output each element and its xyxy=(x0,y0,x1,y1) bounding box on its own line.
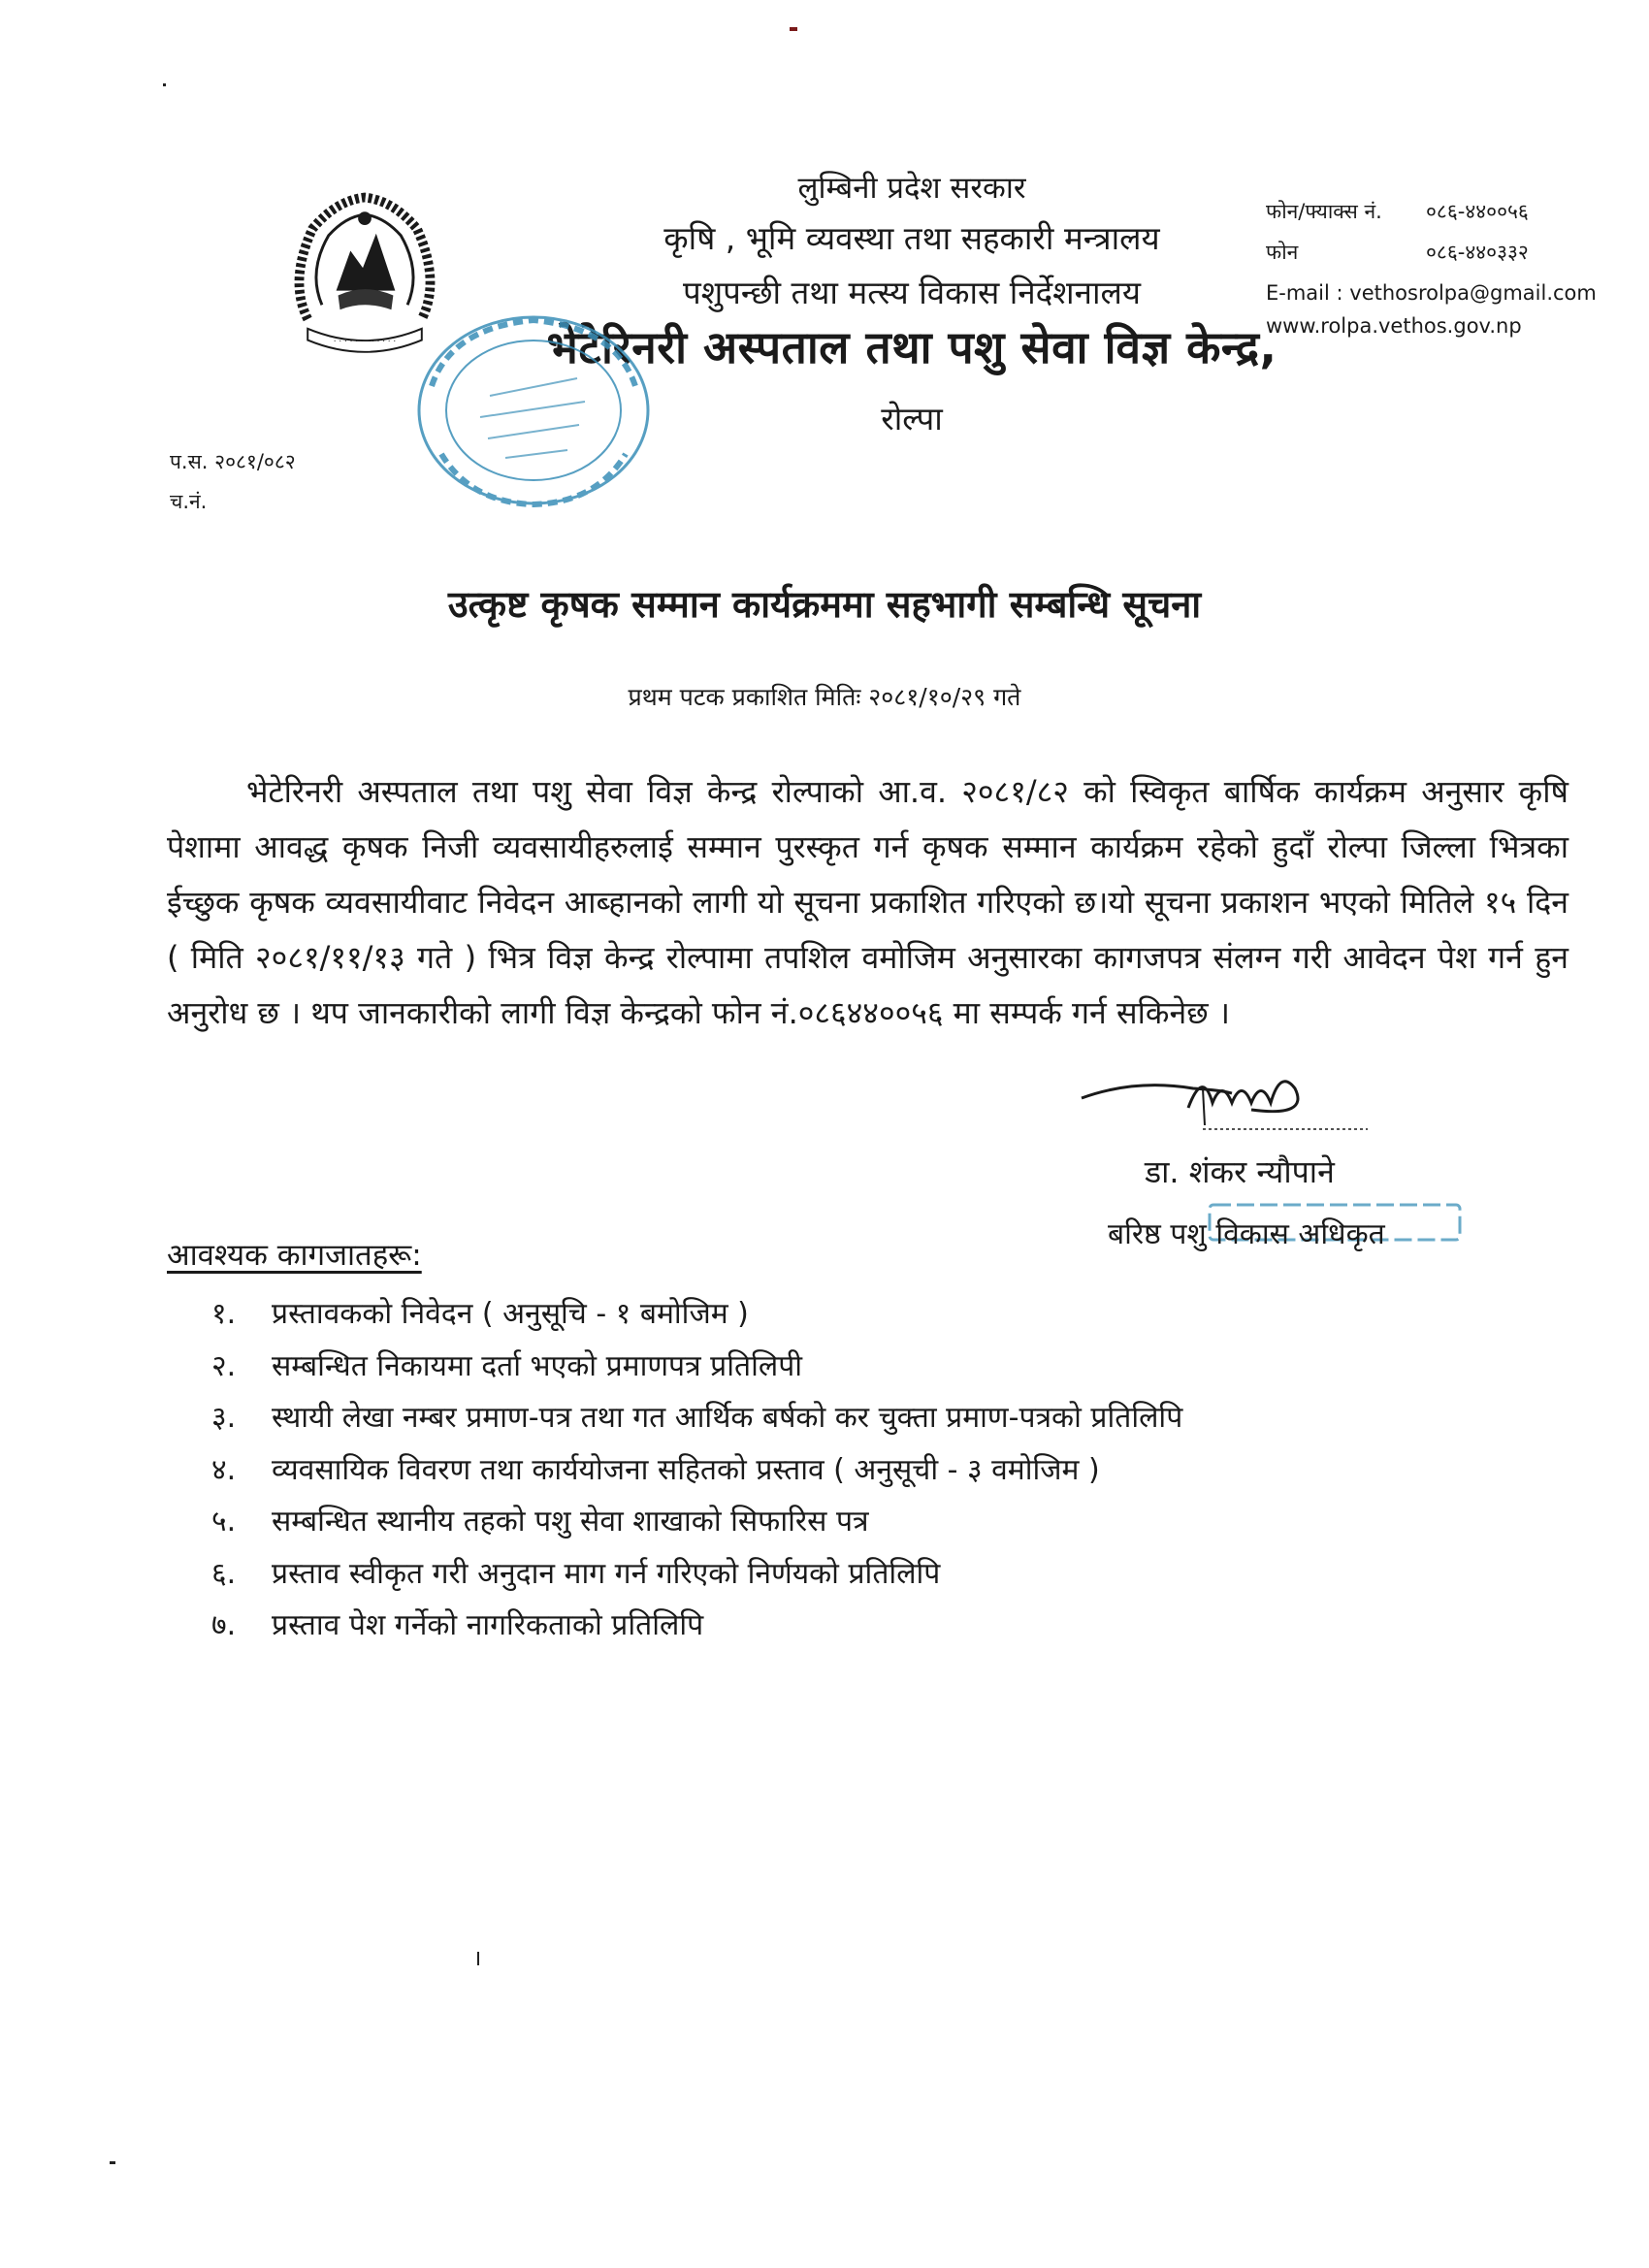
svg-text:· · · · · · · · · · · ·: · · · · · · · · · · · · xyxy=(333,337,397,347)
item-number: ७. xyxy=(211,1608,237,1642)
fax-label: फोन/फ्याक्स नं. xyxy=(1266,200,1382,223)
item-text: प्रस्ताव स्वीकृत गरी अनुदान माग गर्न गरिएको निर्णयको प्रतिलिपि xyxy=(272,1556,941,1591)
item-number: २. xyxy=(211,1348,237,1383)
list-item xyxy=(211,1288,1182,1341)
item-text: स्थायी लेखा नम्बर प्रमाण-पत्र तथा गत आर्थिक बर्षको कर चुक्ता प्रमाण-पत्रको प्रतिलिपि xyxy=(272,1401,1183,1435)
list-item xyxy=(211,1600,1182,1652)
fax-row xyxy=(1266,198,1529,225)
item-text: सम्बन्धित निकायमा दर्ता भएको प्रमाणपत्र प्रतिलिपी xyxy=(272,1348,803,1383)
item-number: ६. xyxy=(211,1556,237,1591)
letter-reference-number: प.स. २०८१/०८२ xyxy=(170,450,296,473)
government-name: लुम्बिनी प्रदेश सरकार xyxy=(797,171,1026,206)
item-text: व्यवसायिक विवरण तथा कार्ययोजना सहितको प्रस्ताव ( अनुसूची - ३ वमोजिम ) xyxy=(272,1452,1100,1487)
list-item xyxy=(211,1496,1182,1548)
item-number: १. xyxy=(211,1297,237,1331)
documents-list xyxy=(211,1288,1182,1652)
item-text: सम्बन्धित स्थानीय तहको पशु सेवा शाखाको सिफारिस पत्र xyxy=(272,1505,869,1539)
email-line: E-mail : vethosrolpa@gmail.com xyxy=(1266,281,1597,305)
scan-speck xyxy=(163,83,166,86)
list-item xyxy=(211,1341,1182,1393)
office-stamp-icon xyxy=(412,308,655,512)
item-number: ३. xyxy=(211,1401,237,1435)
published-date: प्रथम पटक प्रकाशित मितिः २०८१/१०/२९ गते xyxy=(628,683,1021,711)
item-text: प्रस्ताव पेश गर्नेको नागरिकताको प्रतिलिपि xyxy=(272,1608,704,1642)
notice-title: उत्कृष्ट कृषक सम्मान कार्यक्रममा सहभागी सम्बन्धि सूचना xyxy=(447,583,1202,626)
list-item xyxy=(211,1392,1182,1444)
documents-heading: आवश्यक कागजातहरू: xyxy=(167,1238,422,1273)
signatory-name: डा. शंकर न्यौपाने xyxy=(1145,1153,1335,1190)
phone-row xyxy=(1266,239,1529,266)
scan-speck xyxy=(790,27,797,31)
phone-value: ०८६-४४०३३२ xyxy=(1426,241,1529,264)
list-item xyxy=(211,1548,1182,1601)
ministry-name: कृषि , भूमि व्यवस्था तथा सहकारी मन्त्रालय xyxy=(663,219,1160,257)
fax-value: ०८६-४४००५६ xyxy=(1426,200,1529,223)
directorate-name: पशुपन्छी तथा मत्स्य विकास निर्देशनालय xyxy=(682,274,1141,311)
item-number: ५. xyxy=(211,1505,237,1539)
office-location: रोल्पा xyxy=(881,400,943,437)
scan-speck xyxy=(477,1952,479,1965)
dispatch-number: च.नं. xyxy=(170,490,208,513)
office-name: भेटेरिनरी अस्पताल तथा पशु सेवा विज्ञ केन्द्र, xyxy=(546,321,1277,373)
list-item xyxy=(211,1444,1182,1497)
signature-icon xyxy=(1077,1050,1368,1147)
item-number: ४. xyxy=(211,1452,237,1487)
scan-speck xyxy=(110,2161,115,2164)
signatory-designation: बरिष्ठ पशु विकास अधिकृत xyxy=(1108,1217,1385,1251)
website-line: www.rolpa.vethos.gov.np xyxy=(1266,314,1522,338)
notice-body: भेटेरिनरी अस्पताल तथा पशु सेवा विज्ञ केन्द्र रोल्पाको आ.व. २०८१/८२ को स्विकृत बार्षिक कार्यक्रम अनुसार कृषि पेशामा आवद्ध कृषक निजी व्यवसायीहरुलाई सम्मान पुरस्कृत गर्न कृषक सम्मान कार्यक्रम रहेको हुदाँ रोल्पा जिल्ला भित्रका ईच्छुक कृषक व्यवसायीवाट निवेदन आब्हानको लागी यो सूचना प्रकाशित गरिएको छ।यो सूचना प्रकाशन भएको मितिले १५ दिन ( मिति २०८१/११/१३ गते ) भित्र विज्ञ केन्द्र रोल्पामा तपशिल वमोजिम अनुसारका कागजपत्र संलग्न गरी आवेदन पेश गर्न हुन अनुरोध छ । थप जानकारीको लागी विज्ञ केन्द्रको फोन नं.०८६४४००५६ मा सम्पर्क गर्न सकिनेछ । xyxy=(167,773,1568,1031)
phone-label: फोन xyxy=(1266,241,1299,264)
item-text: प्रस्तावकको निवेदन ( अनुसूचि - १ बमोजिम ) xyxy=(272,1297,749,1331)
